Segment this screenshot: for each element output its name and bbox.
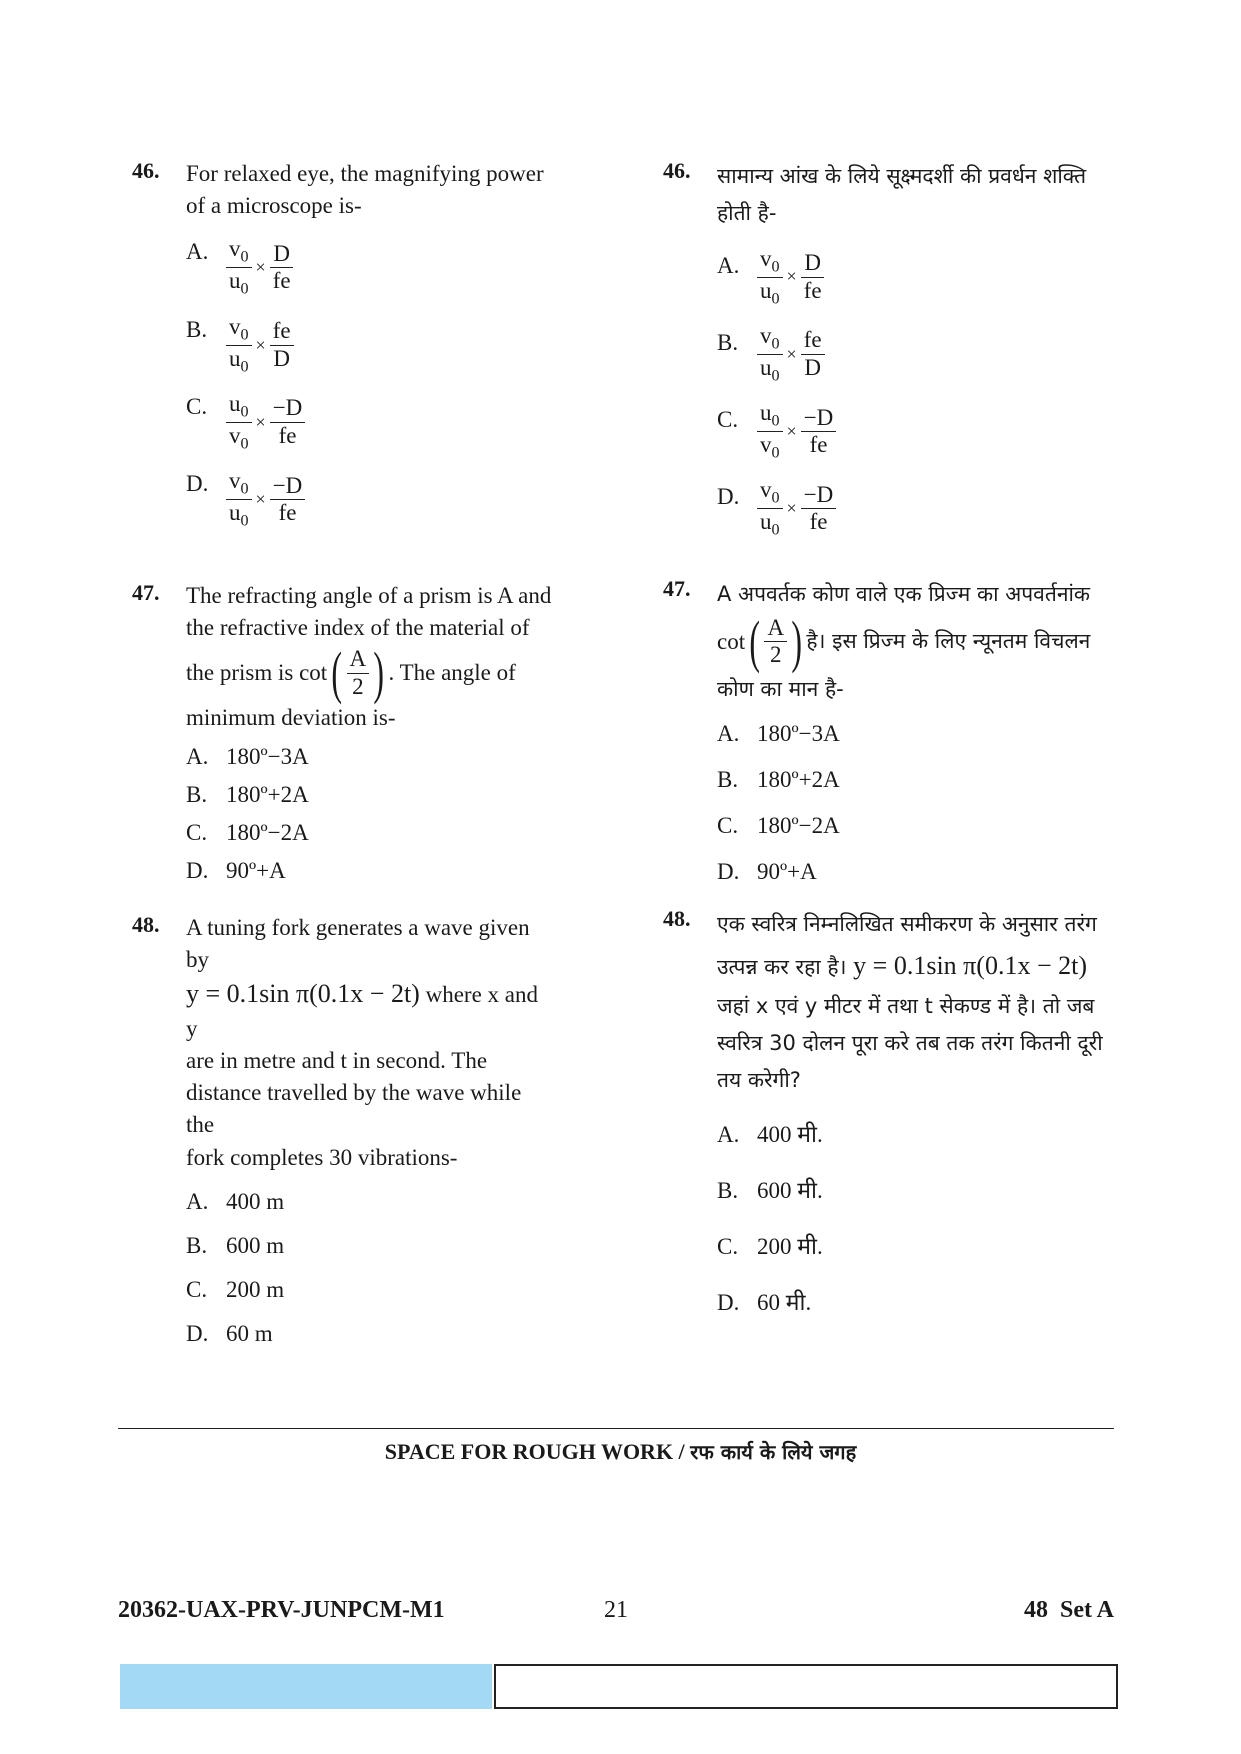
option-text: 180º−2A [226,819,309,845]
option-b [717,760,1133,800]
option-text: 60 मी. [757,1290,812,1316]
numerator: −D [270,395,306,422]
option-label: B. [186,1232,208,1258]
numerator: $u_0$ [226,391,252,423]
question-number: 46. [132,158,160,183]
option-label: A. [717,1121,740,1147]
numerator: D [270,241,293,268]
option-label: C. [717,1234,739,1259]
option-expression [757,323,825,386]
option-b [717,323,1133,386]
option-text: 90º+A [757,859,817,885]
option-b [186,779,552,811]
numerator: $v_0$ [757,246,783,278]
option-label: C. [186,819,208,845]
option-c [186,391,552,454]
rough-work-divider [118,1428,1114,1429]
options-list [186,741,552,888]
denominator: $u_0$ [760,354,780,385]
numerator: D [801,250,824,277]
question-number: 46. [663,158,691,183]
option-d [186,855,552,887]
denominator: fe [272,268,291,294]
denominator: D [804,354,821,380]
option-expression [226,468,305,531]
option-expression [757,246,825,309]
option-a [717,714,1133,754]
option-label: A. [717,252,740,278]
footer-outline-box [494,1664,1118,1709]
times-sign: × [255,488,266,509]
option-label: B. [717,766,739,792]
option-d [186,1318,552,1350]
option-d [717,852,1133,892]
option-d [717,1283,1133,1323]
denominator: $u_0$ [760,277,780,308]
option-text: 200 m [226,1277,285,1303]
options-list [717,714,1133,893]
question-47-hi [663,576,1133,893]
options-list [717,1115,1133,1324]
option-text: 180º−3A [226,743,309,769]
question-stem: The refracting angle of a prism is A and the refractive index of the material of the prism is cot ( $\frac{A}{2}$ ) . The angle of minimum deviation is- [186,583,552,731]
option-label: D. [186,470,209,496]
option-label: C. [717,813,739,838]
denominator: $u_0$ [229,500,249,530]
option-expression [757,400,836,463]
denominator: fe [278,422,297,448]
question-stem: एक स्वरित्र निम्नलिखित समीकरण के अनुसार तरंग उत्पन्न कर रहा है। y = 0.1sin π(0.1x − 2t) जहां x एवं y मीटर में तथा t सेकण्ड में है। तो जब स्वरित्र 30 दोलन पूरा करे तब तक तरंग कितनी दूरी तय करेगी? [717,912,1103,1092]
denominator: fe [803,277,822,303]
numerator: $v_0$ [757,477,783,509]
option-label: B. [717,1177,739,1203]
denominator: fe [278,500,297,526]
times-sign: × [786,343,797,364]
footer-blue-bar [120,1664,492,1709]
question-number: 48. [663,906,691,931]
question-46-en [132,158,552,531]
option-text: 200 मी. [757,1234,823,1259]
wave-equation: y = 0.1sin π(0.1x − 2t) [186,979,420,1009]
option-label: C. [186,1277,208,1303]
option-a [717,1115,1133,1155]
option-label: A. [717,720,740,746]
option-label: C. [717,406,739,432]
denominator: fe [809,431,828,457]
option-d [186,468,552,531]
option-text: 90º+A [226,858,286,884]
times-sign: × [786,266,797,287]
option-label: D. [717,859,740,885]
numerator: $v_0$ [757,323,783,355]
option-label: C. [186,393,208,419]
set-label: 48 Set A [1024,1597,1114,1623]
question-stem: सामान्य आंख के लिये सूक्ष्मदर्शी की प्रवर्धन शक्ति होती है- [717,164,1087,225]
numerator: $v_0$ [226,236,252,268]
numerator: $u_0$ [757,400,783,432]
numerator: −D [801,482,837,509]
options-list [717,246,1133,541]
option-text: 60 m [226,1321,273,1347]
option-expression [226,236,294,299]
denominator: D [273,345,290,371]
option-text: 600 m [226,1232,285,1258]
option-expression [226,391,305,454]
numerator: fe [801,327,825,354]
numerator: $v_0$ [226,468,252,500]
question-stem: A अपवर्तक कोण वाले एक प्रिज्म का अपवर्तनांक cot ( $\frac{A}{2}$ ) है। इस प्रिज्म के लिए न्यूनतम विचलन कोण का मान है- [717,582,1091,701]
option-text: 600 मी. [757,1177,823,1203]
question-46-hi [663,158,1133,540]
option-text: 180º+2A [226,781,309,807]
question-number: 47. [132,580,160,605]
times-sign: × [786,497,797,518]
rough-work-heading: SPACE FOR ROUGH WORK / रफ कार्य के लिये जगह [384,1439,857,1464]
option-b [186,314,552,377]
times-sign: × [786,420,797,441]
option-expression [226,314,294,377]
option-label: A. [186,743,209,769]
denominator: $v_0$ [760,431,780,462]
paper-code: 20362-UAX-PRV-JUNPCM-M1 [118,1597,445,1623]
denominator: $u_0$ [229,345,249,376]
option-label: D. [186,1321,209,1347]
question-stem: A tuning fork generates a wave given by y = 0.1sin π(0.1x − 2t) where x and y are in metre and t in second. The distance travelled by the wave while the fork completes 30 vibrations- [186,915,538,1170]
option-b [717,1171,1133,1211]
option-label: A. [186,1188,209,1214]
option-c [717,806,1133,846]
denominator: $u_0$ [760,509,780,539]
option-c [717,400,1133,463]
option-text: 400 मी. [757,1121,823,1147]
option-label: B. [186,781,208,807]
option-label: B. [186,316,208,342]
option-label: D. [186,858,209,884]
options-list [186,1186,552,1351]
denominator: $u_0$ [229,268,249,299]
question-48-en [132,912,552,1350]
option-label: D. [717,1290,740,1316]
option-label: B. [717,329,739,355]
question-number: 48. [132,912,160,937]
denominator: $v_0$ [229,422,249,453]
numerator: fe [270,318,294,345]
times-sign: × [255,257,266,278]
numerator: $v_0$ [226,314,252,346]
numerator: −D [270,473,306,500]
option-expression [757,477,836,540]
page-number: 21 [604,1597,628,1623]
question-stem: For relaxed eye, the magnifying power of a microscope is- [186,161,544,219]
option-a [186,236,552,299]
option-a [717,246,1133,309]
option-label: D. [717,484,740,510]
option-d [717,477,1133,540]
option-c [186,1274,552,1306]
option-text: 180º+2A [757,766,840,792]
question-48-hi [663,906,1133,1324]
option-label: A. [186,239,209,265]
question-number: 47. [663,576,691,601]
option-text: 180º−2A [757,813,840,838]
option-c [186,817,552,849]
denominator: fe [809,509,828,535]
cot-expression: cot ( $\frac{A}{2}$ ) [717,608,803,674]
option-a [186,1186,552,1218]
option-b [186,1230,552,1262]
option-c [717,1227,1133,1267]
times-sign: × [255,411,266,432]
wave-equation: y = 0.1sin π(0.1x − 2t) [853,950,1088,980]
times-sign: × [255,334,266,355]
option-a [186,741,552,773]
question-47-en [132,580,552,887]
cot-expression: cot ( $\frac{A}{2}$ ) [299,640,385,706]
numerator: −D [801,405,837,432]
options-list [186,236,552,531]
option-text: 180º−3A [757,720,840,746]
option-text: 400 m [226,1188,285,1214]
